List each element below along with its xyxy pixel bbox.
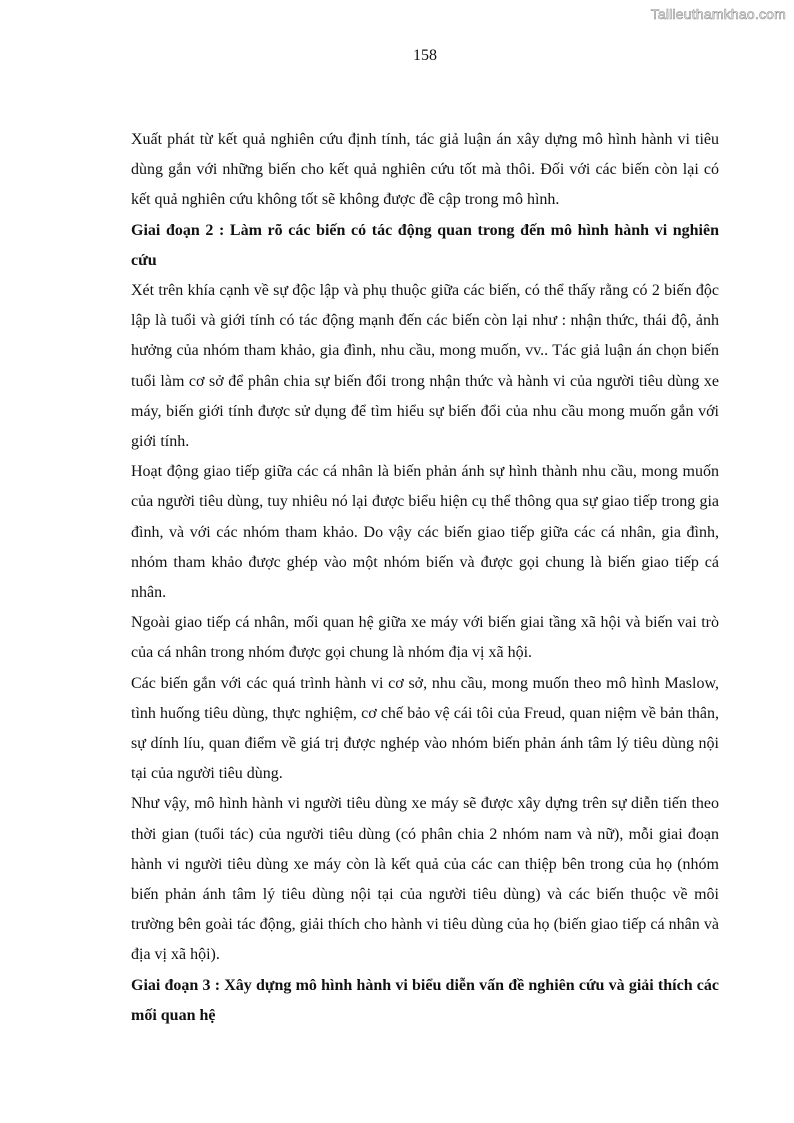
paragraph-3: Hoạt động giao tiếp giữa các cá nhân là biến phản ánh sự hình thành nhu cầu, mong muốn của người tiêu dùng, tuy nhiêu nó lại được biểu hiện cụ thể thông qua sự giao tiếp trong gia đình, và với các nhóm tham khảo. Do vậy các biến giao tiếp giữa các cá nhân, gia đình, nhóm tham khảo được ghép vào một nhóm biến và được gọi chung là biến giao tiếp cá nhân.: [131, 463, 719, 602]
paragraph-5: Các biến gắn với các quá trình hành vi cơ sở, nhu cầu, mong muốn theo mô hình Maslow, tình huống tiêu dùng, thực nghiệm, cơ chế bảo vệ cái tôi của Freud, quan niệm về bản thân, sự dính líu, quan điểm về giá trị được nghép vào nhóm biến phản ánh tâm lý tiêu dùng nội tại của người tiêu dùng.: [131, 674, 719, 783]
page-number: 158: [413, 47, 437, 64]
paragraph-2: Xét trên khía cạnh về sự độc lập và phụ thuộc giữa các biến, có thể thấy rằng có 2 biến độc lập là tuổi và giới tính có tác động mạnh đến các biến còn lại như : nhận thức, thái độ, ảnh hưởng của nhóm tham khảo, gia đình, nhu cầu, mong muốn, vv.. Tác giả luận án chọn biến tuổi làm cơ sở để phân chia sự biến đổi trong nhận thức và hành vi của người tiêu dùng xe máy, biến giới tính được sử dụng để tìm hiểu sự biến đổi của nhu cầu mong muốn gắn với giới tính.: [131, 282, 719, 451]
paragraph-6: Như vậy, mô hình hành vi người tiêu dùng xe máy sẽ được xây dựng trên sự diễn tiến theo thời gian (tuổi tác) của người tiêu dùng (có phân chia 2 nhóm nam và nữ), mỗi giai đoạn hành vi người tiêu dùng xe máy còn là kết quả của các can thiệp bên trong của họ (nhóm biến phản ánh tâm lý tiêu dùng nội tại của người tiêu dùng) và các biến thuộc về môi trường bên goài tác động, giải thích cho hành vi tiêu dùng của họ (biến giao tiếp cá nhân và địa vị xã hội).: [131, 795, 719, 964]
paragraph-4: Ngoài giao tiếp cá nhân, mối quan hệ giữa xe máy với biến giai tầng xã hội và biến vai trò của cá nhân trong nhóm được gọi chung là nhóm địa vị xã hội.: [131, 614, 719, 662]
section-heading-stage-2: Giai đoạn 2 : Làm rõ các biến có tác động quan trong đến mô hình hành vi nghiên cứu: [131, 221, 719, 269]
paragraph-1: Xuất phát từ kết quả nghiên cứu định tính, tác giả luận án xây dựng mô hình hành vi tiêu dùng gắn với những biến cho kết quả nghiên cứu tốt mà thôi. Đối với các biến còn lại có kết quả nghiên cứu không tốt sẽ không được đề cập trong mô hình.: [131, 131, 719, 209]
watermark: Tailieuthamkhao.com: [650, 6, 786, 22]
section-heading-stage-3: Giai đoạn 3 : Xây dựng mô hình hành vi biểu diễn vấn đề nghiên cứu và giải thích các mối quan hệ: [131, 976, 719, 1024]
document-body: [131, 125, 719, 1031]
